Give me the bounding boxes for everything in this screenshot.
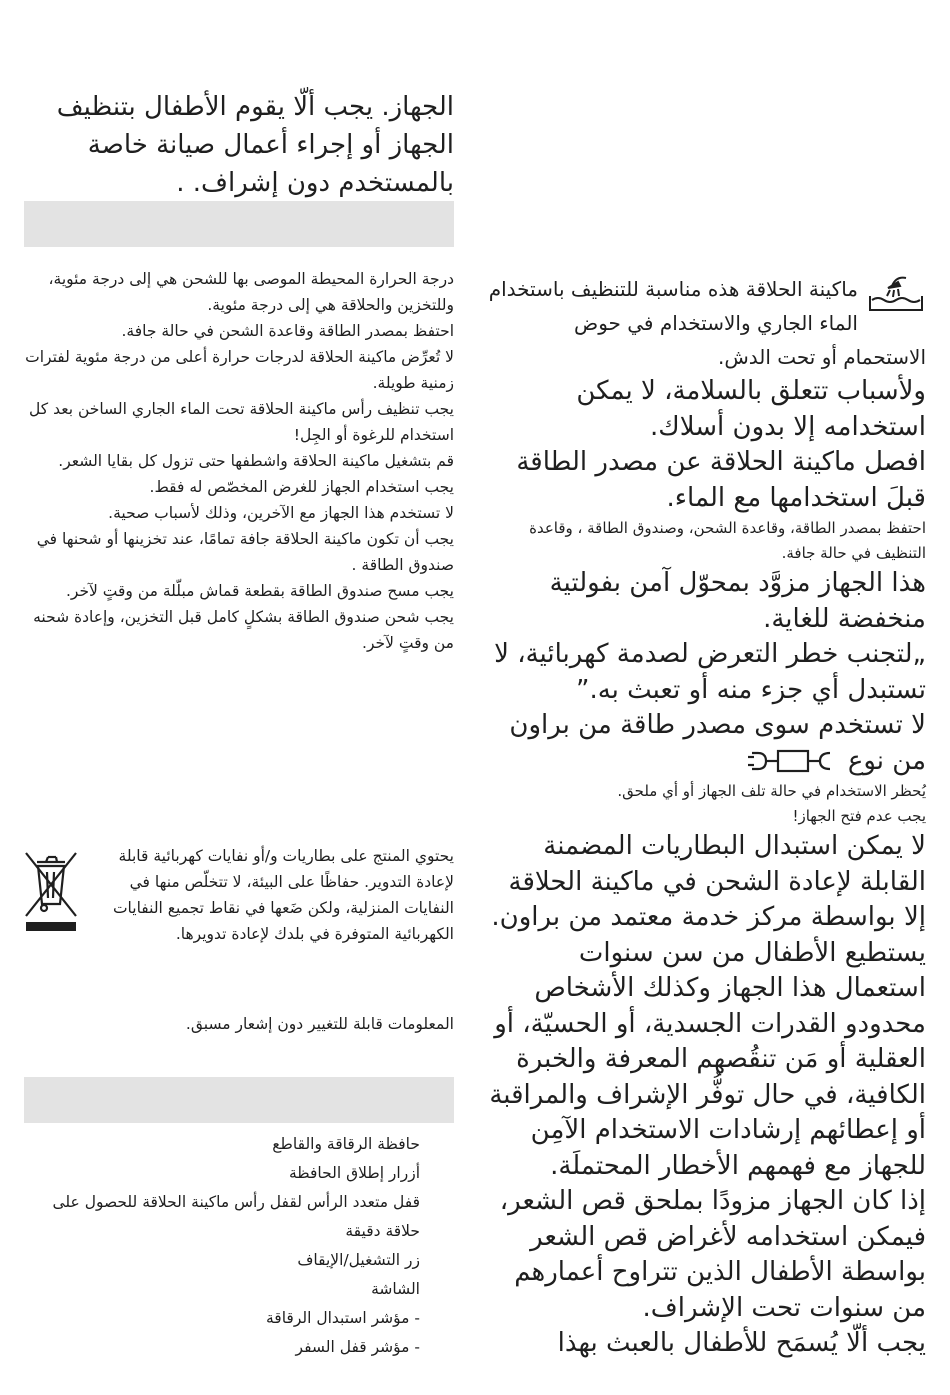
clean-head-paragraph: يجب تنظيف رأس ماكينة الحلاقة تحت الماء الجاري الساخن بعد كل استخدام للرغوة أو الجِل! <box>29 400 454 444</box>
list-item: زر التشغيل/الإيقاف <box>297 1251 420 1269</box>
temperature-paragraph: درجة الحرارة المحيطة الموصى بها للشحن هي إلى درجة مئوية، وللتخزين والحلاقة هي إلى درجة مئوية. <box>48 270 454 314</box>
children-play-paragraph: يجب ألّا يُسمَح للأطفال بالعبث بهذا <box>557 1328 926 1358</box>
list-item: قفل متعدد الرأس لقفل رأس ماكينة الحلاقة للحصول على حلاقة دقيقة <box>52 1193 420 1240</box>
shower-bath-icon <box>866 272 926 314</box>
change-notice: المعلومات قابلة للتغيير دون إشعار مسبق. <box>185 1015 454 1033</box>
cordless-paragraph: ولأسباب تتعلق بالسلامة، لا يمكن استخدامه إلا بدون أسلاك. <box>576 376 926 442</box>
crossed-bin-icon <box>22 848 80 934</box>
unplug-paragraph: افصل ماكينة الحلاقة عن مصدر الطاقة قبلَ استخدامها مع الماء. <box>516 447 926 513</box>
rinse-paragraph: قم بتشغيل ماكينة الحلاقة واشطفها حتى تزول كل بقايا الشعر. <box>58 452 454 470</box>
keep-dry-paragraph: احتفظ بمصدر الطاقة، وقاعدة الشحن، وصندوق الطاقة ، وقاعدة التنظيف في حالة جافة. <box>529 519 926 562</box>
hygiene-paragraph: لا تستخدم هذا الجهاز مع الآخرين، وذلك لأسباب صحية. <box>108 504 454 522</box>
transformer-paragraph: هذا الجهاز مزوَّد بمحوّل آمن بفولتية منخفضة للغاية. <box>549 568 926 634</box>
list-item: الشاشة <box>371 1280 420 1298</box>
section-header-bar-1 <box>24 201 454 247</box>
intended-use-paragraph: يجب استخدام الجهاز للغرض المخصّص له فقط. <box>149 478 454 496</box>
list-item: - مؤشر قفل السفر <box>295 1338 420 1356</box>
dry-storage-paragraph: يجب أن تكون ماكينة الحلاقة جافة تمامًا، عند تخزينها أو شحنها في صندوق الطاقة . <box>36 530 454 574</box>
safety-warnings <box>488 272 926 1362</box>
recycling-notice: يحتوي المنتج على بطاريات و/أو نفايات كهربائية قابلة لإعادة التدوير. حفاظًا على البيئة، لا تتخلّص منها في النفايات المنزلية، ولكن ضَعها في نقاط تجميع النفايات الكهربائية المتوفرة في بلدك لإعادة تدويرها. <box>112 847 454 943</box>
damage-warning-paragraph: يُحظر الاستخدام في حالة تلف الجهاز أو أي ملحق. <box>617 782 926 800</box>
top-paragraph: الجهاز. يجب ألّا يقوم الأطفال بتنظيف الجهاز أو إجراء أعمال صيانة خاصة بالمستخدم دون إشراف. . <box>56 92 454 198</box>
children-use-paragraph: يستطيع الأطفال من سن سنوات استعمال هذا الجهاز وكذلك الأشخاص محدودو القدرات الجسدية، أو الحسيّة، أو العقلية أو مَن تنقُصهم المعرفة والخبرة الكافية، في حال توفُّر الإشراف والمراقبة أو إعطائهم إرشادات الاستخدام الآمِن للجهاز مع فهمهم الأخطار المحتملَة. <box>489 937 926 1181</box>
section-header-bar-2 <box>24 1077 454 1123</box>
heat-warning-paragraph: لا تُعرِّض ماكينة الحلاقة لدرجات حرارة أعلى من درجة مئوية لفترات زمنية طويلة. <box>25 348 454 392</box>
storage-instructions <box>24 266 454 656</box>
do-not-open-paragraph: يجب عدم فتح الجهاز! <box>792 807 926 825</box>
parts-list <box>24 1130 420 1362</box>
list-item: - مؤشر استبدال الرقاقة <box>265 1309 420 1327</box>
water-use-paragraph: ماكينة الحلاقة هذه مناسبة للتنظيف باستخدام الماء الجاري والاستخدام في حوض الاستحمام أو تحت الدش. <box>488 272 926 374</box>
hair-trimmer-paragraph: إذا كان الجهاز مزودًا بملحق قص الشعر، فيمكن استخدامه لأغراض قص الشعر بواسطة الأطفال الذين تتراوح أعمارهم من سنوات تحت الإشراف. <box>499 1186 926 1323</box>
charge-case-paragraph: يجب شحن صندوق الطاقة بشكلٍ كامل قبل التخزين، وإعادة شحنه من وقتٍ لآخر. <box>33 608 454 652</box>
list-item: أزرار إطلاق الحافظة <box>288 1164 420 1182</box>
keep-dry-paragraph: احتفظ بمصدر الطاقة وقاعدة الشحن في حالة جافة. <box>121 322 454 340</box>
shock-warning-paragraph: „لتجنب خطر التعرض لصدمة كهربائية، لا تستبدل أي جزء منه أو تعبث به.” <box>494 639 926 705</box>
battery-paragraph: لا يمكن استبدال البطاريات المضمنة القابلة لإعادة الشحن في ماكينة الحلاقة إلا بواسطة مركز خدمة معتمد من براون. <box>491 831 926 932</box>
power-supply-paragraph: لا تستخدم سوى مصدر طاقة من براون من نوع <box>509 710 926 776</box>
power-plug-symbol-icon <box>748 747 834 775</box>
list-item: حافظة الرقاقة والقاطع <box>272 1135 420 1153</box>
wipe-case-paragraph: يجب مسح صندوق الطاقة بقطعة قماش مبلّلة من وقتٍ لآخر. <box>65 582 454 600</box>
